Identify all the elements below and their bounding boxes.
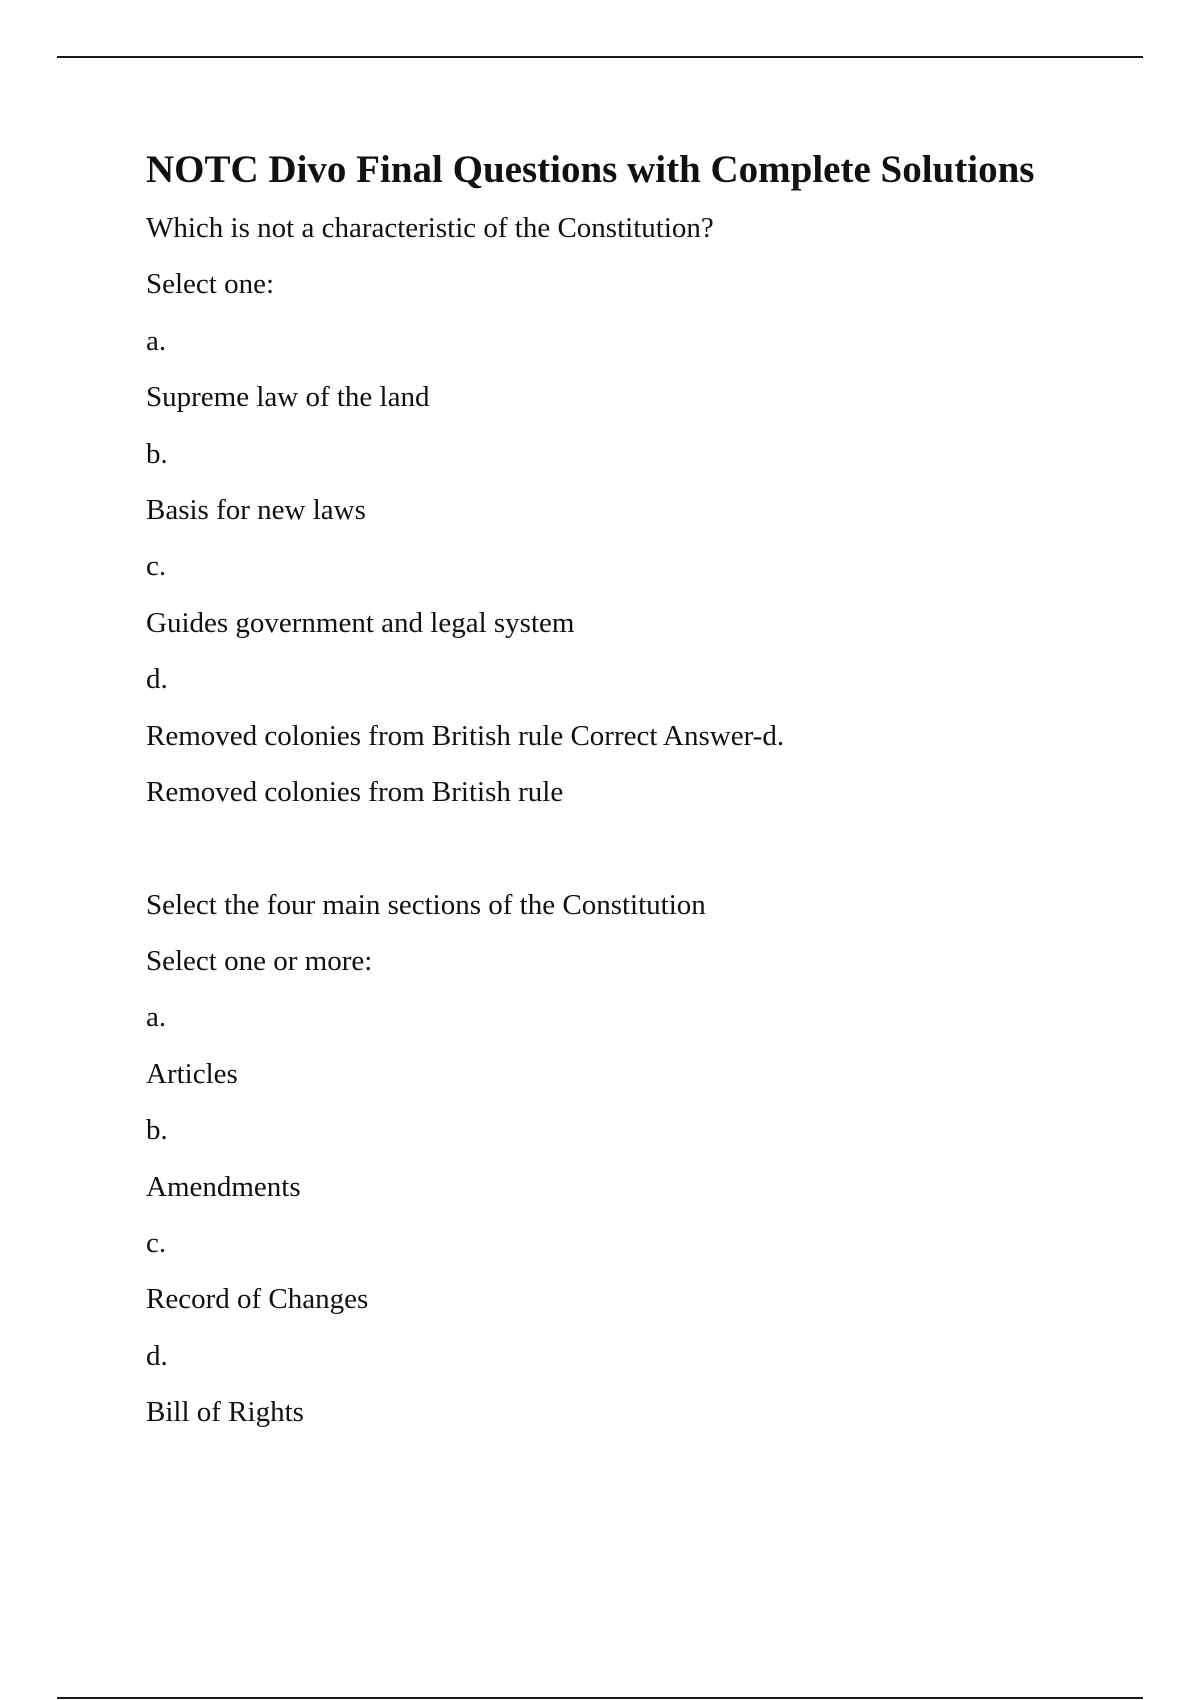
question-2-option-a-letter: a.: [146, 1001, 167, 1034]
question-1: [146, 200, 1146, 820]
footer-rule: [57, 1697, 1143, 1699]
question-2-option-d-letter: d.: [146, 1339, 168, 1372]
question-1-option-c-letter: c.: [146, 550, 167, 583]
question-1-option-b-letter: b.: [146, 437, 168, 470]
question-2-prompt: Select the four main sections of the Constitution: [146, 888, 706, 921]
question-2-option-a-text: Articles: [146, 1057, 238, 1090]
header-rule: [57, 56, 1143, 58]
question-1-option-d-letter: d.: [146, 663, 168, 696]
question-1-option-c-text: Guides government and legal system: [146, 606, 575, 639]
question-1-option-a-letter: a.: [146, 324, 167, 357]
question-1-option-a-text: Supreme law of the land: [146, 381, 430, 414]
question-1-option-b-text: Basis for new laws: [146, 493, 366, 526]
question-1-option-d-text: Removed colonies from British rule Correct Answer-d.: [146, 719, 785, 752]
question-2-option-c-letter: c.: [146, 1227, 167, 1260]
question-2-option-d-text: Bill of Rights: [146, 1396, 304, 1429]
document-title: NOTC Divo Final Questions with Complete Solutions: [146, 148, 1035, 191]
question-2: [146, 877, 1146, 1441]
question-2-option-c-text: Record of Changes: [146, 1283, 369, 1316]
question-1-prompt: Which is not a characteristic of the Constitution?: [146, 212, 714, 244]
question-2-option-b-letter: b.: [146, 1114, 168, 1147]
question-2-instruction: Select one or more:: [146, 945, 373, 978]
question-1-instruction: Select one:: [146, 268, 275, 301]
question-spacer: [146, 820, 1146, 876]
question-2-option-b-text: Amendments: [146, 1170, 301, 1203]
question-1-answer: Removed colonies from British rule: [146, 775, 564, 808]
document-body: [146, 140, 1146, 1441]
